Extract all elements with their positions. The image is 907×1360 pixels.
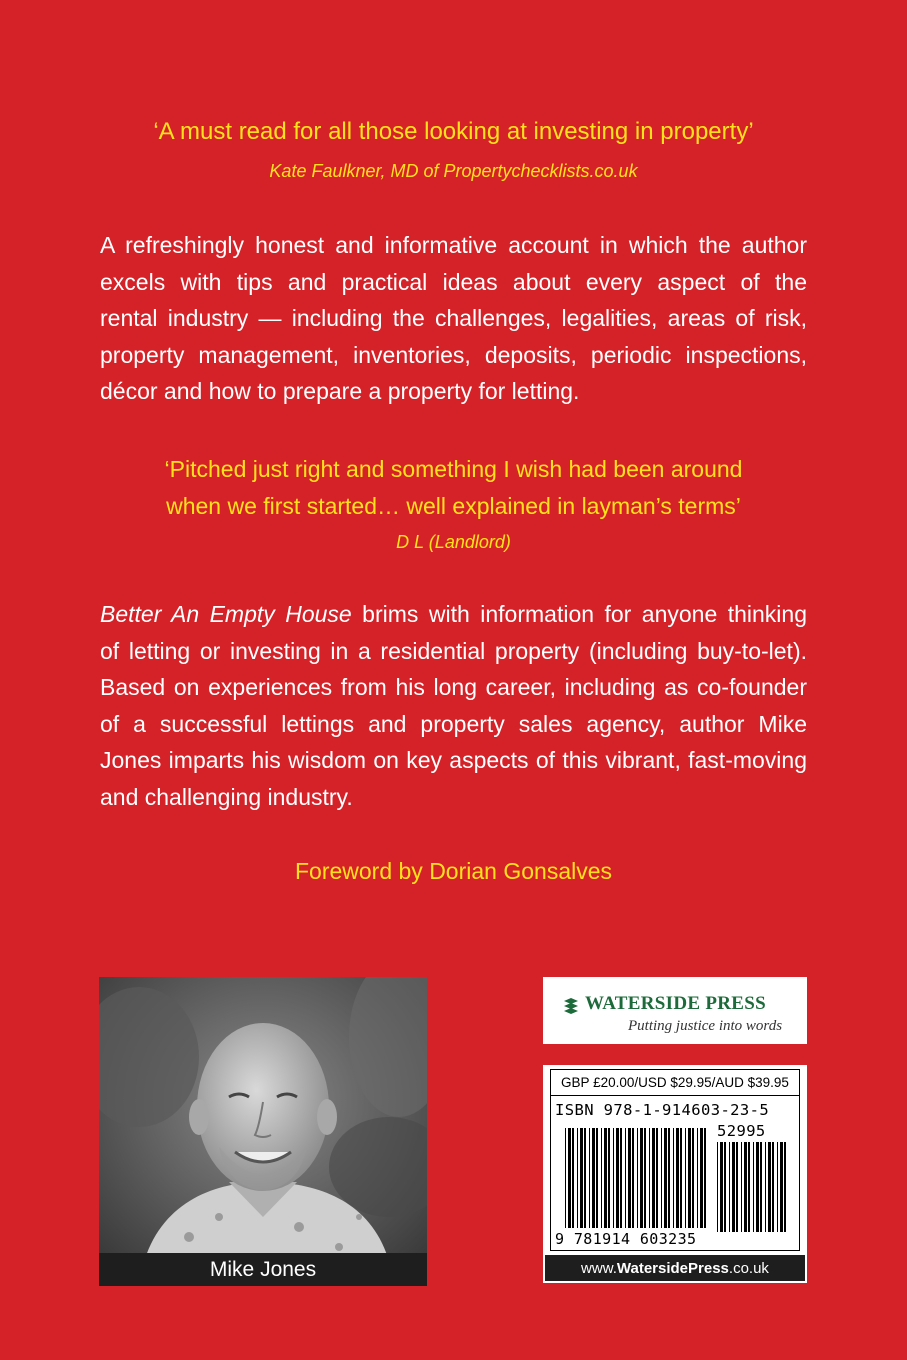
barcode-bar <box>608 1128 610 1228</box>
blurb-line: of a successful lettings and property sales agency, author Mike <box>100 710 807 737</box>
ean-barcode <box>565 1128 707 1228</box>
barcode-bar <box>760 1142 762 1232</box>
barcode-bar <box>661 1128 662 1228</box>
author-portrait-image <box>99 977 427 1286</box>
barcode-bar <box>777 1142 778 1232</box>
barcode-bar <box>673 1128 674 1228</box>
barcode-bar <box>736 1142 738 1232</box>
blurb-line <box>100 596 807 633</box>
barcode-bar <box>720 1142 723 1232</box>
blurb-line: Jones imparts his wisdom on key aspects of this vibrant, fast-moving <box>100 747 807 773</box>
barcode-bar <box>744 1142 747 1232</box>
barcode-bar <box>676 1128 679 1228</box>
barcode-bar <box>572 1128 574 1228</box>
book-title: Better An Empty House <box>100 601 352 627</box>
author-photo-caption: Mike Jones <box>99 1253 427 1286</box>
quote-line: ‘Pitched just right and something I wish had been around <box>164 456 743 482</box>
website-prefix: www. <box>581 1260 617 1277</box>
addon-barcode <box>717 1142 791 1232</box>
barcode-bar <box>596 1128 598 1228</box>
barcode-bar <box>784 1142 786 1232</box>
barcode-bar <box>620 1128 622 1228</box>
barcode-bar <box>664 1128 667 1228</box>
barcode-bar <box>628 1128 631 1228</box>
barcode-bar <box>616 1128 619 1228</box>
blurb-line: Based on experiences from his long career, including as co-founder <box>100 674 807 700</box>
barcode-bar <box>780 1142 783 1232</box>
description-line: excels with tips and practical ideas about every aspect of the <box>100 268 807 295</box>
description-line: décor and how to prepare a property for letting. <box>100 378 580 404</box>
barcode-bar <box>688 1128 691 1228</box>
quote-kate-faulkner: ‘A must read for all those looking at investing in property’ <box>153 118 754 145</box>
publisher-website[interactable] <box>543 1253 807 1283</box>
barcode-bar <box>680 1128 682 1228</box>
barcode-bar <box>565 1128 566 1228</box>
isbn-label: ISBN 978-1-914603-23-5 <box>555 1101 770 1119</box>
barcode-addon-digits: 52995 <box>717 1122 766 1140</box>
barcode-bar <box>748 1142 750 1232</box>
quote-attribution-landlord: D L (Landlord) <box>396 532 511 552</box>
quote-attribution-kate-faulkner: Kate Faulkner, MD of Propertychecklists.co.uk <box>269 161 638 181</box>
barcode-bar <box>644 1128 646 1228</box>
barcode-bar <box>756 1142 759 1232</box>
barcode-bar <box>704 1128 706 1228</box>
barcode-bar <box>604 1128 607 1228</box>
barcode-bar <box>637 1128 638 1228</box>
barcode-bar <box>700 1128 703 1228</box>
barcode-bar <box>613 1128 614 1228</box>
barcode-bar <box>592 1128 595 1228</box>
barcode-bar <box>668 1128 670 1228</box>
blurb-line: of letting or investing in a residential property (including buy-to-let). <box>100 637 807 664</box>
blurb-line-rest: brims with information for anyone thinking <box>351 601 807 627</box>
barcode-bar <box>652 1128 655 1228</box>
barcode-bar <box>584 1128 586 1228</box>
website-suffix: .co.uk <box>728 1260 769 1277</box>
waterside-press-logo-icon <box>563 997 579 1015</box>
foreword-credit: Foreword by Dorian Gonsalves <box>294 858 613 884</box>
barcode-bar <box>640 1128 643 1228</box>
barcode-bar <box>768 1142 771 1232</box>
publisher-tagline: Putting justice into words <box>628 1018 783 1034</box>
barcode-bar <box>601 1128 602 1228</box>
barcode-bar <box>697 1128 698 1228</box>
barcode-bar <box>729 1142 730 1232</box>
blurb-paragraph <box>100 596 807 815</box>
barcode-bar <box>568 1128 571 1228</box>
description-paragraph <box>100 227 807 410</box>
barcode-bar <box>732 1142 735 1232</box>
barcode-bar <box>685 1128 686 1228</box>
barcode-bar <box>632 1128 634 1228</box>
barcode-bar <box>656 1128 658 1228</box>
blurb-line: and challenging industry. <box>100 783 353 810</box>
barcode-bar <box>741 1142 742 1232</box>
barcode-bar <box>589 1128 590 1228</box>
barcode-bar <box>724 1142 726 1232</box>
barcode-bar <box>753 1142 754 1232</box>
description-line: A refreshingly honest and informative account in which the author <box>100 232 807 258</box>
barcode-bar <box>580 1128 583 1228</box>
publisher-logo-box <box>543 977 807 1044</box>
author-photo <box>99 977 427 1286</box>
barcode-bar <box>577 1128 578 1228</box>
ean-digits: 9 781914 603235 <box>555 1230 697 1248</box>
barcode-bar <box>625 1128 626 1228</box>
barcode-bar <box>772 1142 774 1232</box>
barcode-frame <box>550 1069 800 1251</box>
barcode-bar <box>765 1142 766 1232</box>
description-line: rental industry — including the challenges, legalities, areas of risk, <box>100 305 807 331</box>
barcode-bar <box>649 1128 650 1228</box>
quote-line: when we first started… well explained in layman’s terms’ <box>166 492 741 519</box>
barcode-bar <box>692 1128 694 1228</box>
barcode-panel <box>543 1065 807 1283</box>
publisher-name: WATERSIDE PRESS <box>585 993 767 1014</box>
barcode-bar <box>717 1142 718 1232</box>
website-name: WatersidePress <box>616 1260 729 1277</box>
price-label: GBP £20.00/USD $29.95/AUD $39.95 <box>551 1070 799 1096</box>
quote-landlord <box>0 451 907 524</box>
description-line: property management, inventories, deposits, periodic inspections, <box>100 341 807 368</box>
